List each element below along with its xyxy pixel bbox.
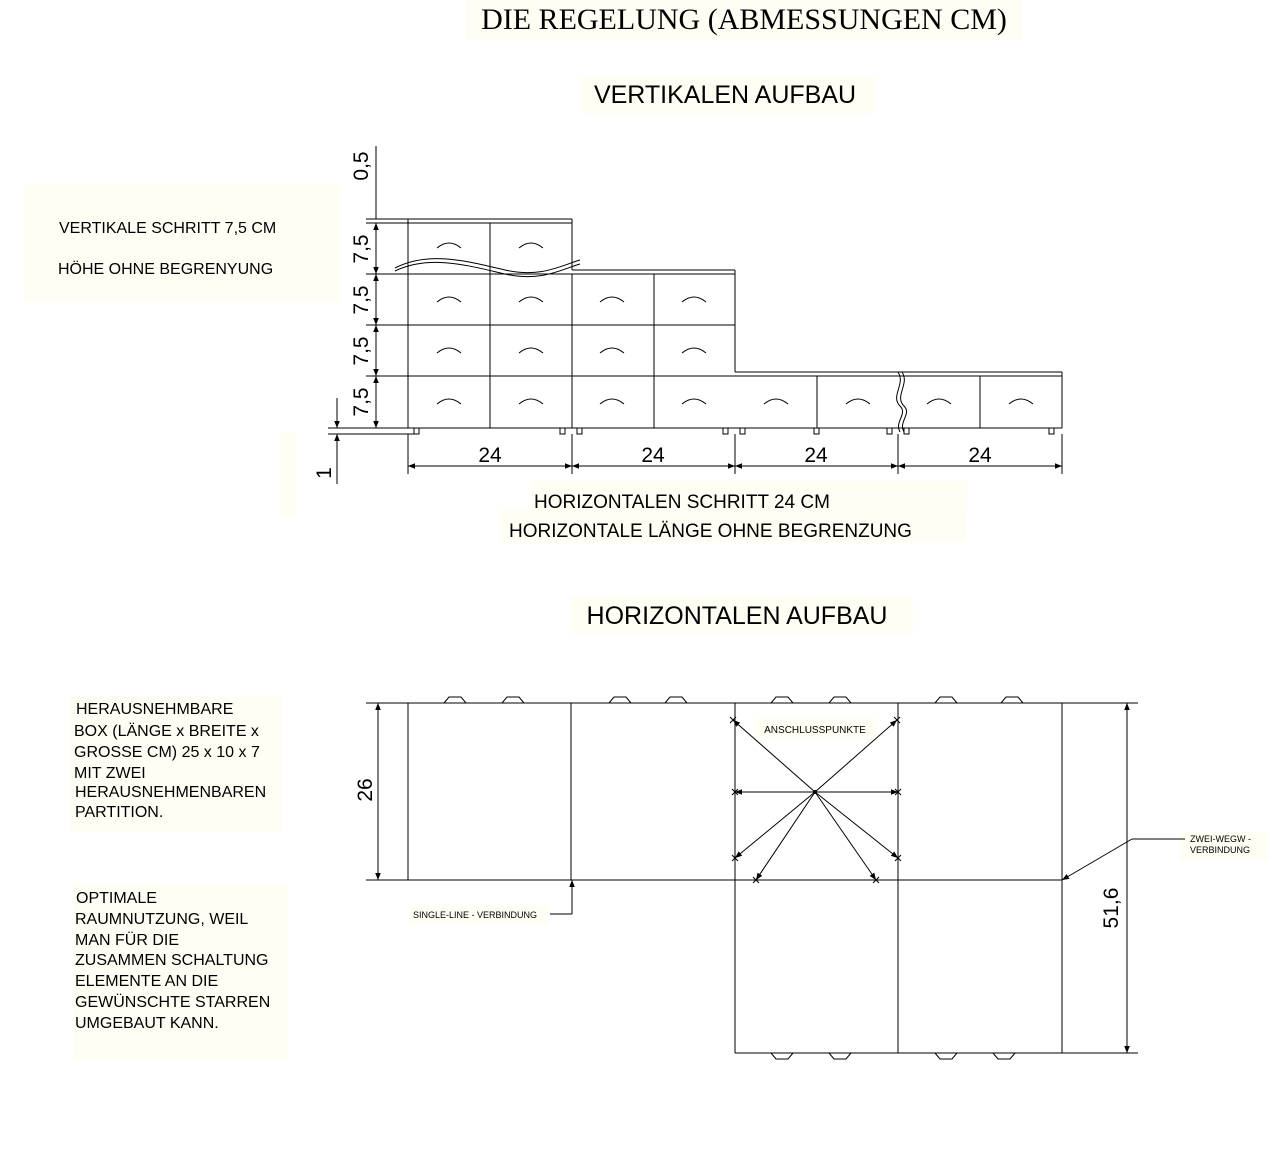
connection-markers (730, 717, 901, 883)
box-tower (395, 219, 1062, 434)
connector-bump (993, 1053, 1015, 1059)
drawer-handle (519, 243, 543, 248)
connector-bump (935, 697, 957, 703)
connector-bump (771, 1053, 793, 1059)
drawer-handle (519, 297, 543, 302)
two-way-label: ZWEI-WEGW - VERBINDUNG (1190, 834, 1251, 855)
dim-col-label: 24 (478, 444, 502, 467)
drawer-handle (1009, 399, 1033, 404)
length-unlimited-caption: HORIZONTALE LÄNGE OHNE BEGRENZUNG (509, 521, 912, 542)
drawer-handle (682, 297, 706, 302)
dim-col-label: 24 (968, 444, 992, 467)
drawer-handle (437, 243, 461, 248)
vertical-section (58, 81, 1062, 542)
drawer-handle (600, 297, 624, 302)
drawer-handle (927, 399, 951, 404)
plan-layout (408, 703, 1062, 1053)
drawer-handle (682, 348, 706, 353)
drawer-handle (437, 348, 461, 353)
vertical-step-note: VERTIKALE SCHRITT 7,5 CM (59, 220, 277, 237)
dim-base-label: 1 (313, 467, 336, 479)
drawer-handle (682, 399, 706, 404)
height-dimension (354, 703, 408, 880)
drawer-handle (519, 348, 543, 353)
connection-points-label: ANSCHLUSSPUNKTE (764, 725, 866, 736)
connector-bump (444, 697, 466, 703)
drawer-handle (846, 399, 870, 404)
dim-col-label: 24 (641, 444, 665, 467)
connection-points (733, 720, 898, 880)
dim-row-label: 7,5 (350, 387, 373, 417)
connector-bump (502, 697, 524, 703)
drawer-handle (600, 399, 624, 404)
feet (414, 428, 1054, 434)
height-unlimited-note: HÖHE OHNE BEGRENYUNG (58, 261, 274, 278)
total-label: 51,6 (1100, 887, 1123, 929)
height-label: 26 (354, 778, 377, 802)
removable-box-note: HERAUSNEHMBARE BOX (LÄNGE x BREITE x GROSSE CM) 25 x 10 x 7 MIT ZWEI HERAUSNEHMENBAREN PARTITION. (74, 701, 267, 821)
single-line-label: SINGLE-LINE - VERBINDUNG (413, 910, 538, 920)
page-title: DIE REGELUNG (ABMESSUNGEN CM) (481, 3, 1007, 36)
drawer-handle (519, 399, 543, 404)
dim-row-label: 7,5 (350, 234, 373, 264)
dim-row-label: 7,5 (350, 285, 373, 315)
dim-row-label: 7,5 (350, 336, 373, 366)
connector-bump (665, 697, 687, 703)
connector-bump (829, 1053, 851, 1059)
single-line-callout (413, 880, 572, 920)
dim-col-label: 24 (804, 444, 828, 467)
drawer-handle (600, 348, 624, 353)
connector-bump (935, 1053, 957, 1059)
connector-bump (829, 697, 851, 703)
vertical-heading: VERTIKALEN AUFBAU (593, 81, 857, 109)
dim-top-label: 0,5 (350, 151, 373, 181)
drawer-handle (764, 399, 788, 404)
connector-bumps (444, 697, 1023, 1059)
space-usage-note: OPTIMALE RAUMNUTZUNG, WEIL MAN FÜR DIE ZUSAMMEN SCHALTUNG ELEMENTE AN DIE GEWÜNSCHTE STARREN UMGEBAUT KANN. (75, 890, 271, 1032)
connector-bump (771, 697, 793, 703)
horizontal-step-caption: HORIZONTALEN SCHRITT 24 CM (534, 492, 830, 513)
connector-bump (609, 697, 631, 703)
horizontal-dimension (408, 434, 1062, 474)
horizontal-heading: HORIZONTALEN AUFBAU (586, 602, 888, 630)
total-dimension (1062, 703, 1138, 1053)
connection-cross (894, 717, 900, 723)
connector-bump (1001, 697, 1023, 703)
drawer-handle (437, 297, 461, 302)
drawer-handle (437, 399, 461, 404)
